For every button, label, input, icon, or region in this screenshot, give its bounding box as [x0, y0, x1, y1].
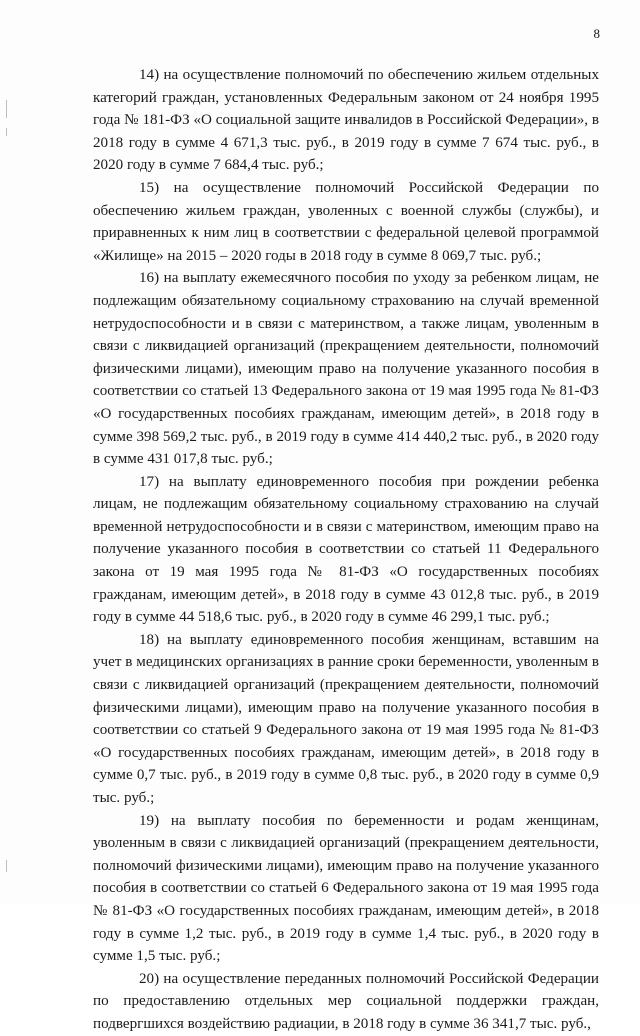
- scan-margin-mark: [6, 100, 7, 118]
- paragraph-item-19: 19) на выплату пособия по беременности и родам женщинам, уволенным в связи с ликвидацией организаций (прекращением деятельности, полномочий физическими лицами), имеющим право на получение указанного пособия в соответствии со статьей 6 Федерального закона от 19 мая 1995 года № 81-ФЗ «О государственных пособиях гражданам, имеющим детей», в 2018 году в сумме 1,2 тыс. руб., в 2019 году в сумме 1,4 тыс. руб., в 2020 году в сумме 1,5 тыс. руб.;: [93, 812, 599, 965]
- scan-margin-mark: [6, 860, 7, 872]
- document-body: [93, 64, 599, 1036]
- paragraph-item-18: 18) на выплату единовременного пособия женщинам, вставшим на учет в медицинских организациях в ранние сроки беременности, уволенным в связи с ликвидацией организаций (прекращением деятельности, полномочий физическими лицами), имеющим право на получение указанного пособия в соответствии со статьей 9 Федерального закона от 19 мая 1995 года № 81-ФЗ «О государственных пособиях гражданам, имеющим детей», в 2018 году в сумме 0,7 тыс. руб., в 2019 году в сумме 0,8 тыс. руб., в 2020 году в сумме 0,9 тыс. руб.;: [93, 631, 599, 806]
- paragraph-item-15: 15) на осуществление полномочий Российской Федерации по обеспечению жильем граждан, уволенных с военной службы (службы), и приравненных к ним лиц в соответствии с федеральной целевой программой «Жилище» на 2015 – 2020 годы в 2018 году в сумме 8 069,7 тыс. руб.;: [93, 179, 599, 264]
- paragraph-item-14: 14) на осуществление полномочий по обеспечению жильем отдельных категорий граждан, установленных Федеральным законом от 24 ноября 1995 года № 181-ФЗ «О социальной защите инвалидов в Российской Федерации», в 2018 году в сумме 4 671,3 тыс. руб., в 2019 году в сумме 7 674 тыс. руб., в 2020 году в сумме 7 684,4 тыс. руб.;: [93, 67, 599, 174]
- scan-margin-mark: [6, 128, 7, 136]
- page-number: 8: [593, 26, 600, 41]
- paragraph-item-20: 20) на осуществление переданных полномочий Российской Федерации по предоставлению отдельных мер социальной поддержки граждан, подвергшихся воздействию радиации, в 2018 году в сумме 36 341,7 тыс. руб.,: [93, 970, 599, 1032]
- paragraph-item-16: 16) на выплату ежемесячного пособия по уходу за ребенком лицам, не подлежащим обязательному социальному страхованию на случай временной нетрудоспособности и в связи с материнством, а также лицам, уволенным в связи с ликвидацией организаций (прекращением деятельности, полномочий физическими лицами), имеющим право на получение указанного пособия в соответствии со статьей 13 Федерального закона от 19 мая 1995 года № 81-ФЗ «О государственных пособиях гражданам, имеющим детей», в 2018 году в сумме 398 569,2 тыс. руб., в 2019 году в сумме 414 440,2 тыс. руб., в 2020 году в сумме 431 017,8 тыс. руб.;: [93, 270, 599, 468]
- paragraph-item-17: 17) на выплату единовременного пособия при рождении ребенка лицам, не подлежащим обязательному социальному страхованию на случай временной нетрудоспособности и в связи с материнством, имеющим право на получение указанного пособия в соответствии со статьей 11 Федерального закона от 19 мая 1995 года № 81-ФЗ «О государственных пособиях гражданам, имеющим детей», в 2018 году в сумме 43 012,8 тыс. руб., в 2019 году в сумме 44 518,6 тыс. руб., в 2020 году в сумме 46 299,1 тыс. руб.;: [93, 473, 599, 626]
